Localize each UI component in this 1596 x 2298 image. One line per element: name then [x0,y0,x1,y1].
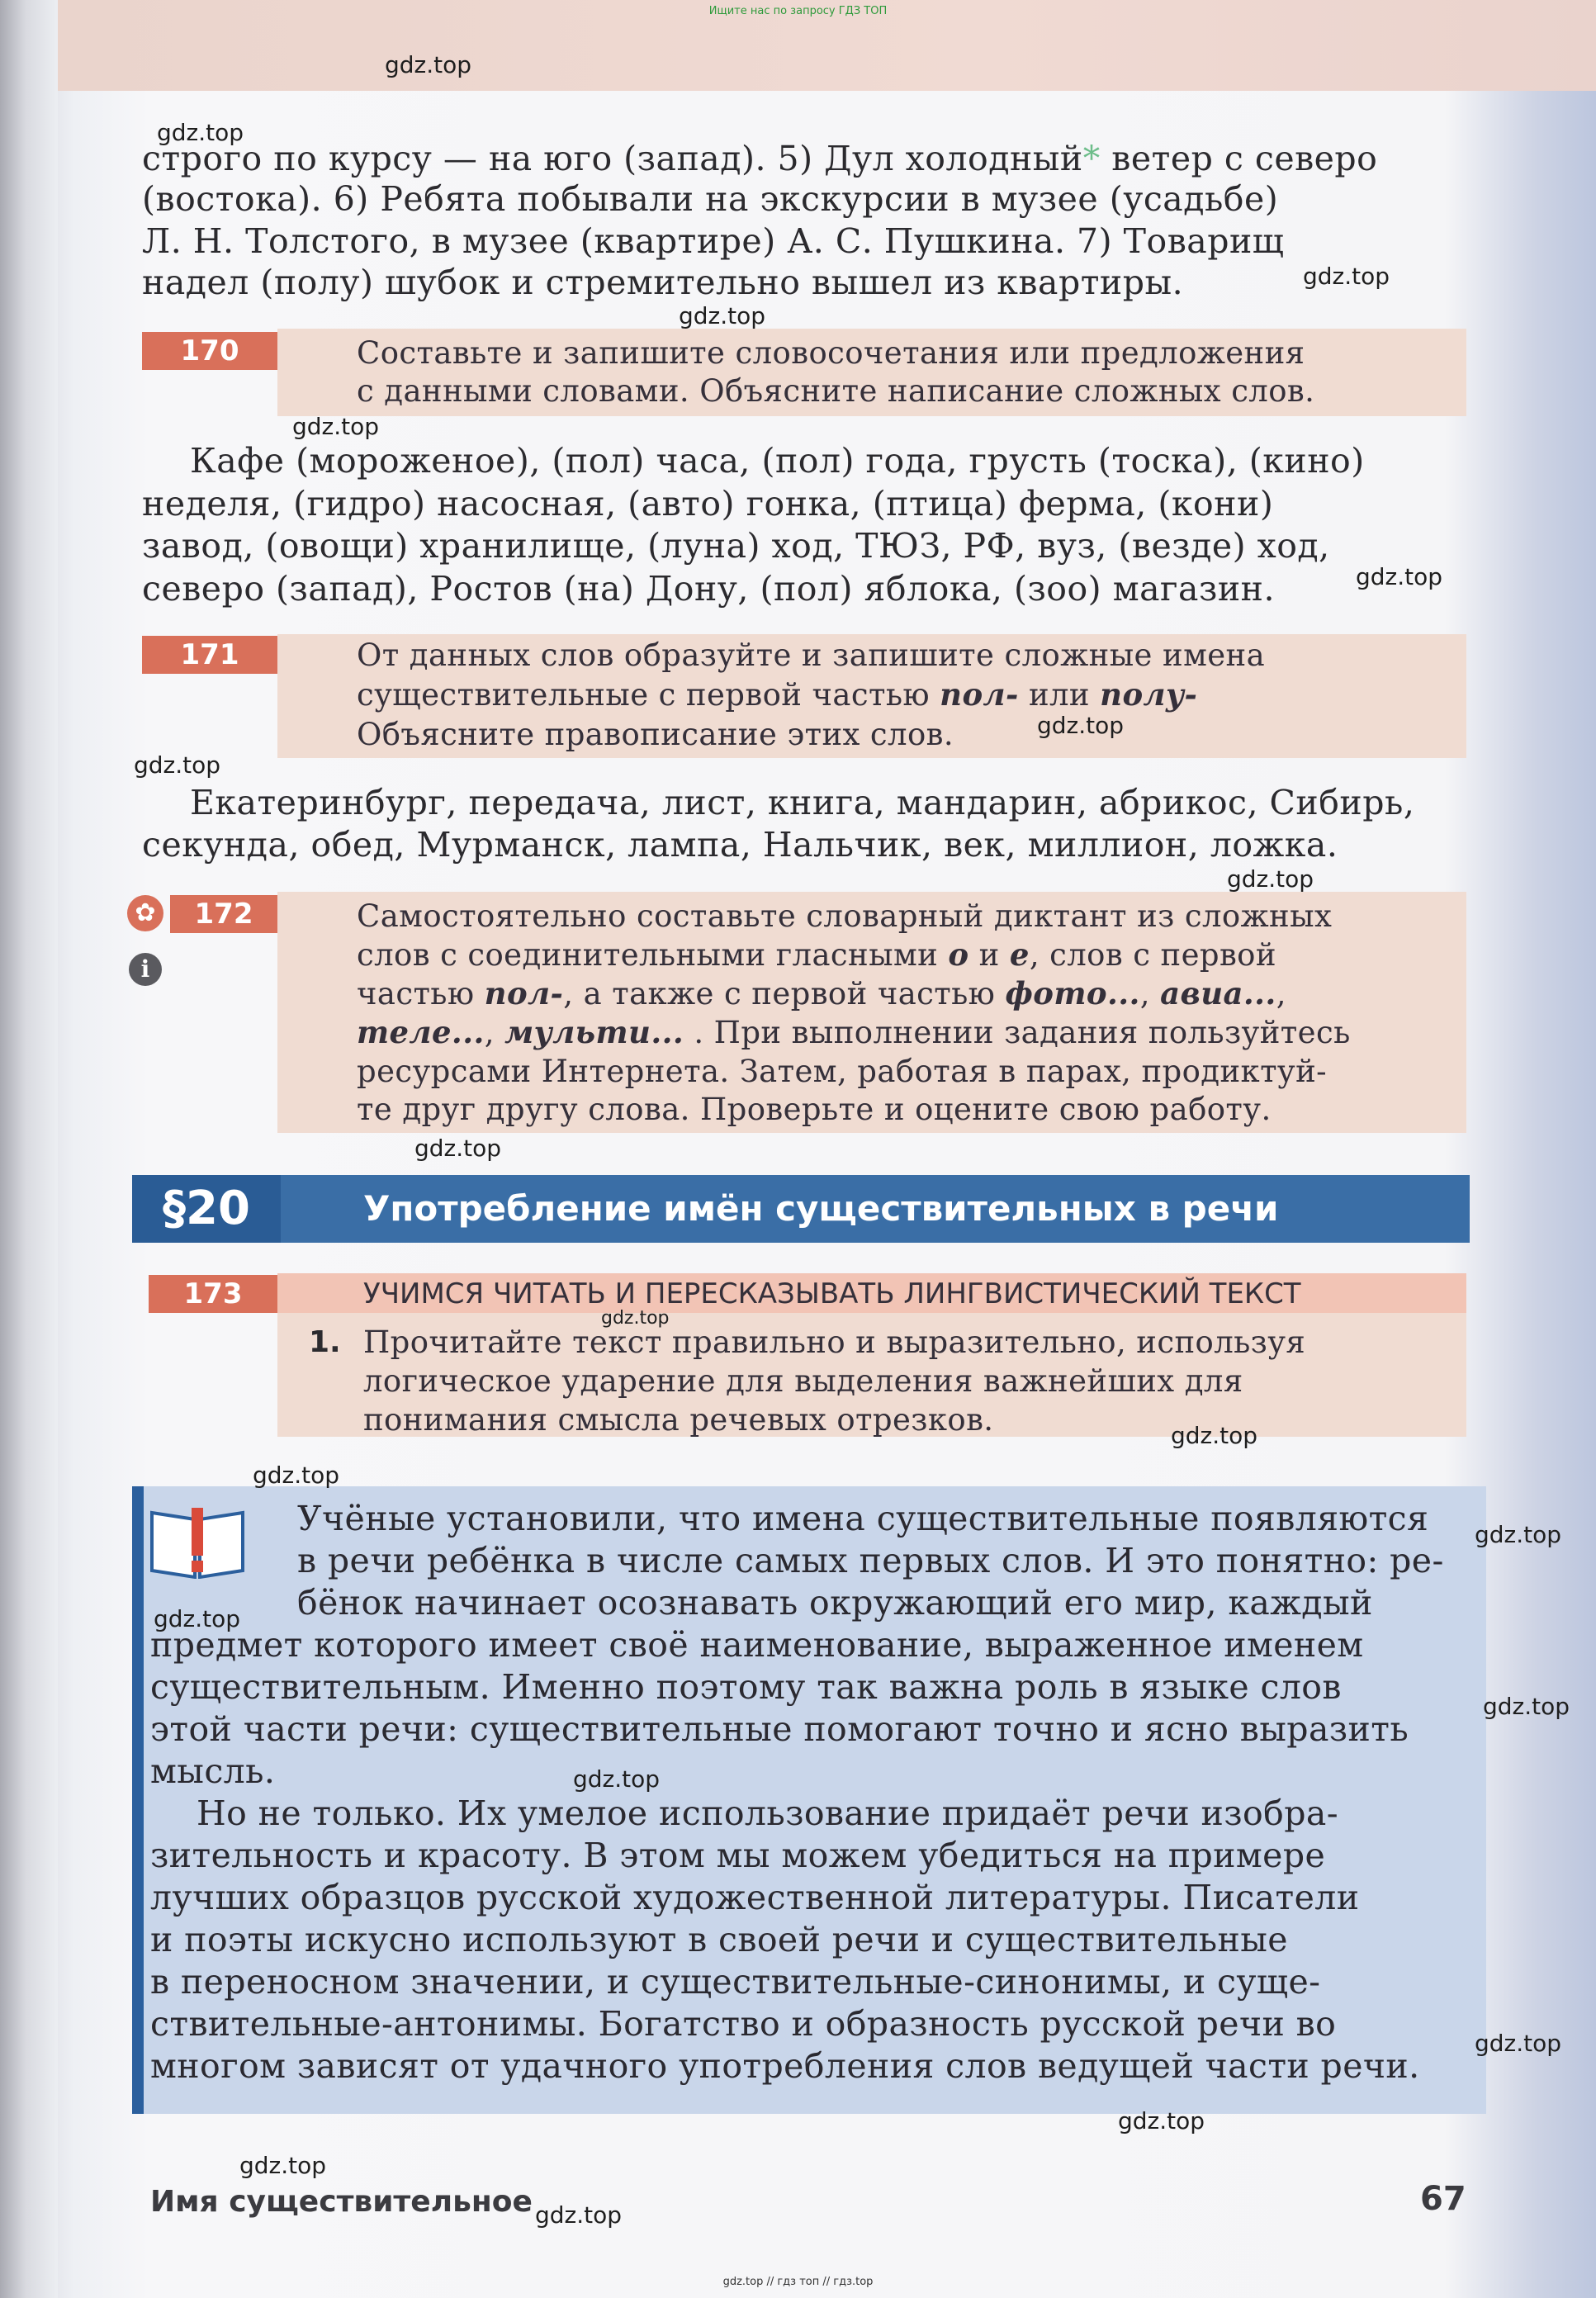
watermark: gdz.top [253,1462,340,1489]
footer-chapter-title: Имя существительное [150,2185,533,2219]
task-172-line: ресурсами Интернета. Затем, работая в парах, продиктуй- [357,1054,1328,1089]
theory-line: в переносном значении, и существительные-синонимы, и суще- [150,1962,1321,2002]
page-number: 67 [1420,2180,1466,2218]
watermark: gdz.top [134,751,221,779]
intro-line: надел (полу) шубок и стремительно вышел из квартиры. [142,263,1184,302]
intro-line: Л. Н. Толстого, в музее (квартире) А. С. Пушкина. 7) Товарищ [142,221,1285,261]
task-172-line3-b: , а также с первой частью [563,976,996,1012]
watermark: gdz.top [157,119,244,146]
task-171-instruction-line [357,675,1197,714]
task-170-text-line: северо (запад), Ростов (на) Дону, (пол) яблока, (зоо) магазин. [142,569,1276,609]
task-172-line: те друг другу слова. Проверьте и оцените свою работу. [357,1092,1272,1127]
theory-line: Но не только. Их умелое использование придаёт речи изобра- [197,1793,1338,1833]
task-171-instruction-line: От данных слов образуйте и запишите сложные имена [357,637,1266,673]
task-172-part-tele: теле... [357,1014,485,1050]
task-172-line2-b: , слов с первой [1029,937,1276,973]
task-173-number-badge: 173 [149,1275,277,1313]
creative-task-icon: ✿ [127,895,163,931]
watermark: gdz.top [1037,712,1125,739]
task-173-step-number: 1. [309,1325,341,1359]
theory-line: мысль. [150,1751,276,1791]
watermark: gdz.top [1475,2030,1562,2057]
task-171-part-polu: полу- [1100,676,1198,713]
theory-line: многом зависят от удачного употребления слов ведущей части речи. [150,2046,1420,2086]
task-170-number-badge: 170 [142,332,277,370]
book-spine-shadow [0,0,58,2298]
task-170-text-line: завод, (овощи) хранилище, (луна) ход, ТЮЗ, РФ, вуз, (везде) ход, [142,526,1330,566]
task-170-text-line: Кафе (мороженое), (пол) часа, (пол) года, грусть (тоска), (кино) [190,441,1365,481]
task-172-part-avia: авиа... [1160,975,1276,1012]
asterisk-icon: * [1082,139,1101,178]
theory-line: и поэты искусно используют в своей речи и существительные [150,1920,1288,1959]
theory-line: Учёные установили, что имена существительные появляются [297,1499,1429,1538]
theory-line: существительным. Именно поэтому так важна роль в языке слов [150,1667,1342,1707]
watermark: gdz.top [1227,865,1314,893]
task-172-vowel-o: о [948,936,969,973]
theory-line: бёнок начинает осознавать окружающий его мир, каждый [297,1583,1373,1623]
task-172-part-pol: пол- [484,975,564,1012]
intro-line-start: строго по курсу — на юго (запад). 5) Дул холодный [142,139,1083,178]
intro-line: (востока). 6) Ребята побывали на экскурсии в музее (усадьбе) [142,179,1279,219]
task-172-line: Самостоятельно составьте словарный диктант из сложных [357,898,1333,934]
task-172-line2-a: слов с соединительными гласными [357,937,939,973]
watermark: gdz.top [1475,1521,1562,1548]
theory-line: ствительные-антонимы. Богатство и образность русской речи во [150,2004,1337,2044]
watermark: gdz.top [679,302,766,329]
task-173-heading: УЧИМСЯ ЧИТАТЬ И ПЕРЕСКАЗЫВАТЬ ЛИНГВИСТИЧЕСКИЙ ТЕКСТ [363,1277,1301,1310]
task-172-line: теле..., мульти... . При выполнении задания пользуйтесь [357,1014,1351,1050]
watermark: gdz.top [239,2152,327,2179]
watermark: gdz.top [1303,263,1390,290]
task-171-line2-text: существительные с первой частью [357,677,930,713]
theory-line: этой части речи: существительные помогают точно и ясно выразить [150,1709,1409,1749]
watermark: gdz.top [1483,1693,1570,1720]
watermark: gdz.top [1118,2107,1205,2135]
task-171-or: или [1028,677,1090,713]
task-173-step-line: логическое ударение для выделения важнейших для [363,1363,1243,1399]
task-172-line4-b: . При выполнении задания пользуйтесь [694,1015,1351,1050]
task-170-text-line: неделя, (гидро) насосная, (авто) гонка, (птица) ферма, (кони) [142,484,1274,524]
task-171-part-pol: пол- [940,676,1019,713]
task-173-step-line: понимания смысла речевых отрезков. [363,1402,994,1438]
task-171-text-line: секунда, обед, Мурманск, лампа, Нальчик, век, миллион, ложка. [142,825,1338,865]
task-172-and: и [978,937,1000,973]
theory-line: предмет которого имеет своё наименование, выраженное именем [150,1625,1364,1665]
footer-watermark: gdz.top // гдз топ // гдз.top [722,2276,874,2288]
watermark: gdz.top [414,1135,502,1162]
watermark: gdz.top [154,1605,241,1632]
task-172-number-badge: 172 [170,895,277,933]
task-171-text-line: Екатеринбург, передача, лист, книга, мандарин, абрикос, Сибирь, [190,783,1415,822]
theory-line: в речи ребёнка в числе самых первых слов. И это понятно: ре- [297,1541,1444,1580]
info-icon: i [129,953,162,986]
theory-line: зительность и красоту. В этом мы можем убедиться на примере [150,1836,1326,1875]
task-172-line3-a: частью [357,976,475,1012]
task-172-vowel-e: е [1009,936,1030,973]
task-172-line [357,936,1276,974]
section-title: Употребление имён существительных в речи [363,1188,1279,1229]
task-171-number-badge: 171 [142,636,277,674]
watermark: gdz.top [535,2201,623,2229]
task-170-instruction-line: Составьте и запишите словосочетания или предложения [357,335,1305,371]
task-172-part-foto: фото... [1005,975,1140,1012]
intro-line-tail: ветер с северо [1111,139,1378,178]
theory-line: лучших образцов русской художественной литературы. Писатели [150,1878,1360,1917]
watermark: gdz.top [1171,1422,1258,1449]
book-important-icon [149,1504,246,1579]
header-watermark: Ищите нас по запросу ГДЗ ТОП [708,5,888,17]
theory-box-stripe [132,1486,144,2114]
watermark: gdz.top [1356,563,1443,590]
task-172-part-multi: мульти... [504,1014,684,1050]
intro-line [142,137,1377,180]
task-173-step-line: Прочитайте текст правильно и выразительно, используя [363,1324,1306,1360]
watermark: gdz.top [385,51,472,78]
watermark: gdz.top [292,413,380,440]
watermark: gdz.top [573,1765,661,1793]
watermark: gdz.top [601,1308,670,1329]
section-number: §20 [132,1175,281,1243]
task-170-instruction-line: с данными словами. Объясните написание сложных слов. [357,373,1315,409]
task-172-line: частью пол-, а также с первой частью фото..., авиа..., [357,975,1286,1012]
task-171-instruction-line: Объясните правописание этих слов. [357,717,954,752]
